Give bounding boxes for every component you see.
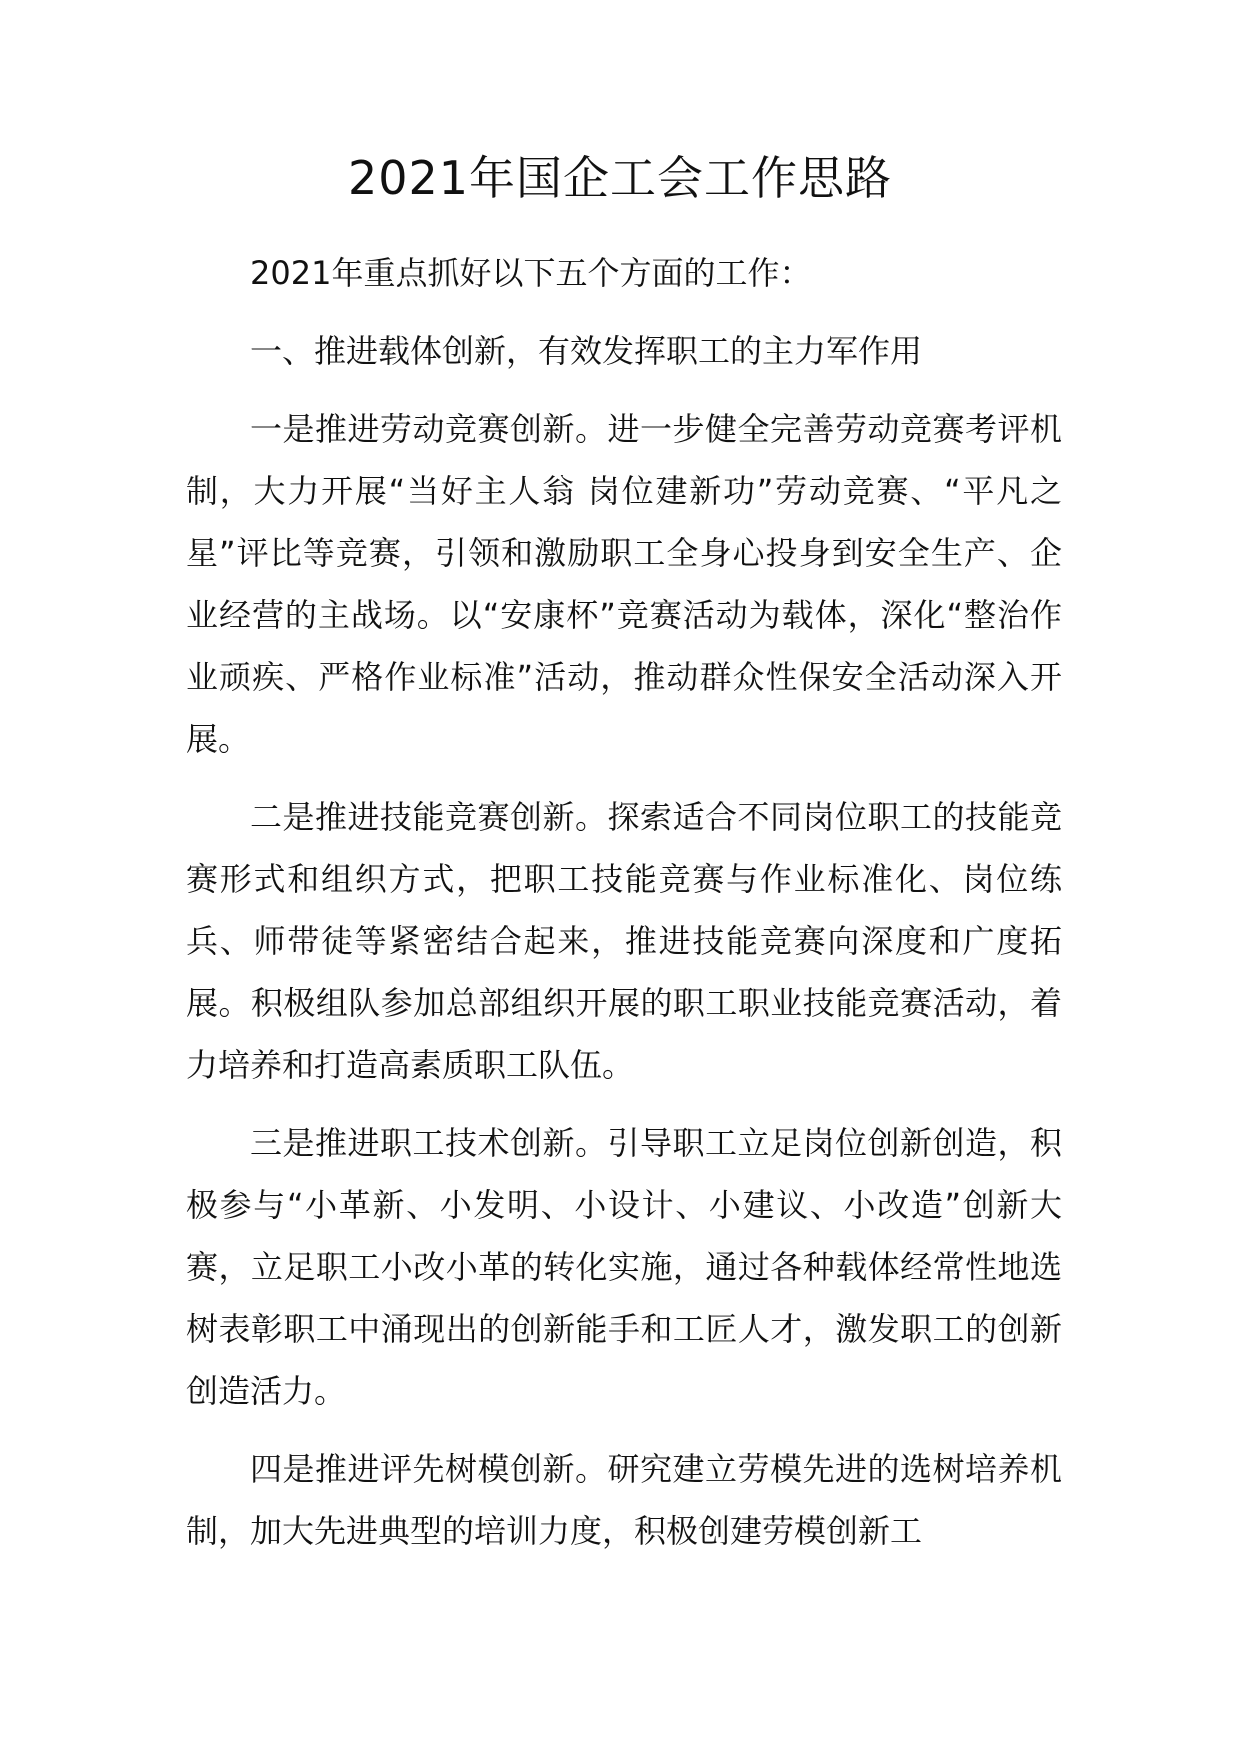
paragraph-2: 二是推进技能竞赛创新。探索适合不同岗位职工的技能竞赛形式和组织方式，把职工技能竞赛与作业标准化、岗位练兵、师带徒等紧密结合起来，推进技能竞赛向深度和广度拓展。积极组队参加总部组织开展的职工职业技能竞赛活动，着力培养和打造高素质职工队伍。 — [186, 798, 1062, 1084]
section-heading: 一、推进载体创新，有效发挥职工的主力军作用 — [250, 332, 923, 370]
document-title: 2021年国企工会工作思路 — [347, 151, 893, 205]
document-body — [186, 242, 1062, 1562]
paragraph-1: 一是推进劳动竞赛创新。进一步健全完善劳动竞赛考评机制，大力开展“当好主人翁 岗位建新功”劳动竞赛、“平凡之星”评比等竞赛，引领和激励职工全身心投身到安全生产、企业经营的主战场。以“安康杯”竞赛活动为载体，深化“整治作业顽疾、严格作业标准”活动，推动群众性保安全活动深入开展。 — [186, 410, 1062, 758]
paragraph-3: 三是推进职工技术创新。引导职工立足岗位创新创造，积极参与“小革新、小发明、小设计、小建议、小改造”创新大赛，立足职工小改小革的转化实施，通过各种载体经常性地选树表彰职工中涌现出的创新能手和工匠人才，激发职工的创新创造活力。 — [186, 1124, 1062, 1410]
paragraph-4: 四是推进评先树模创新。研究建立劳模先进的选树培养机制，加大先进典型的培训力度，积极创建劳模创新工 — [186, 1450, 1062, 1550]
intro-paragraph: 2021年重点抓好以下五个方面的工作： — [250, 254, 812, 292]
